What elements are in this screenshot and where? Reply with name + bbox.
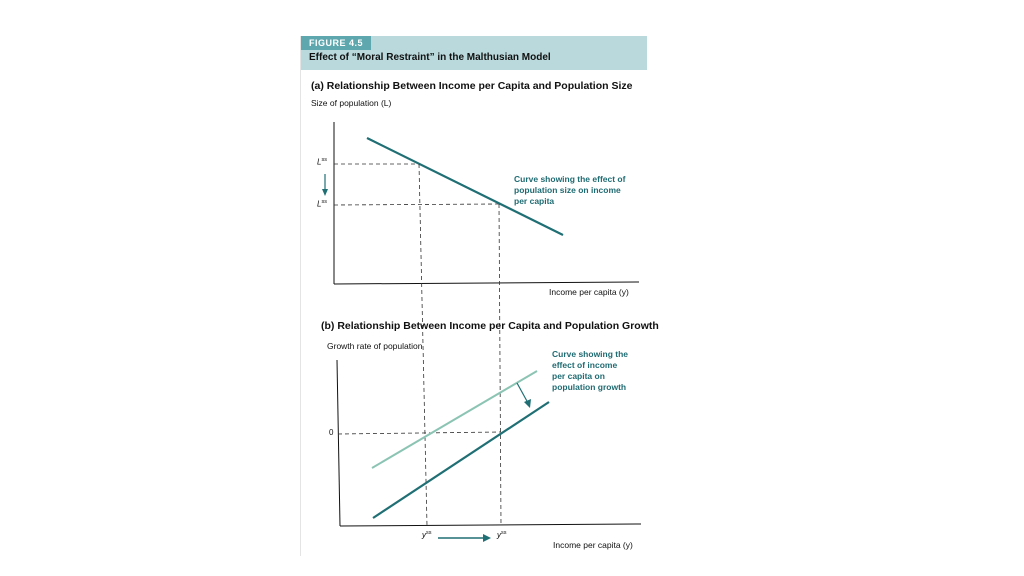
- panel-b-zero-guide: [338, 432, 501, 434]
- panel-a-curve-annotation: Curve showing the effect of population size on income per capita: [514, 174, 626, 206]
- panel-b-y-axis: [337, 360, 340, 526]
- panel-b-curve-shift-arrow: [517, 383, 528, 403]
- panel-a-lower-level-guide: [334, 204, 499, 205]
- panel-a-title: (a) Relationship Between Income per Capita and Population Size: [311, 80, 633, 92]
- panel-a-y-axis-label: Size of population (L): [311, 98, 392, 108]
- panel-b-right-steady-state-label: $y^{ss}$: [497, 530, 507, 540]
- panel-b-shifted-growth-curve: [373, 402, 549, 518]
- panel-a-lower-level-label: $L^{ss}$: [317, 199, 327, 209]
- panel-b-curve-shift-arrowhead: [524, 399, 531, 408]
- panel-a-x-axis-label: Income per capita (y): [549, 287, 629, 297]
- panel-a-upper-level-label: $L^{ss}$: [317, 157, 327, 167]
- panel-b-x-axis-label: Income per capita (y): [553, 540, 633, 550]
- panel-b-original-growth-curve: [372, 371, 537, 468]
- panel-b-curve-annotation: Curve showing the effect of income per capita on population growth: [552, 349, 629, 392]
- panel-b-title: (b) Relationship Between Income per Capita and Population Growth: [321, 320, 659, 332]
- figure-label: FIGURE 4.5: [309, 38, 364, 48]
- panel-b-x-axis: [340, 524, 641, 526]
- panel-b-left-steady-state-label: $y^{ss}$: [422, 530, 432, 540]
- figure-page: [300, 36, 659, 556]
- panel-b-y-axis-label: Growth rate of population: [327, 341, 423, 351]
- steady-state-shift-arrowhead: [483, 534, 491, 542]
- panel-a-x-axis: [334, 282, 639, 284]
- panel-a-level-shift-arrowhead: [322, 189, 328, 196]
- figure-title: Effect of “Moral Restraint” in the Malthusian Model: [309, 52, 551, 63]
- right-steady-state-guide: [499, 204, 501, 526]
- panel-b-zero-label: 0: [329, 428, 334, 437]
